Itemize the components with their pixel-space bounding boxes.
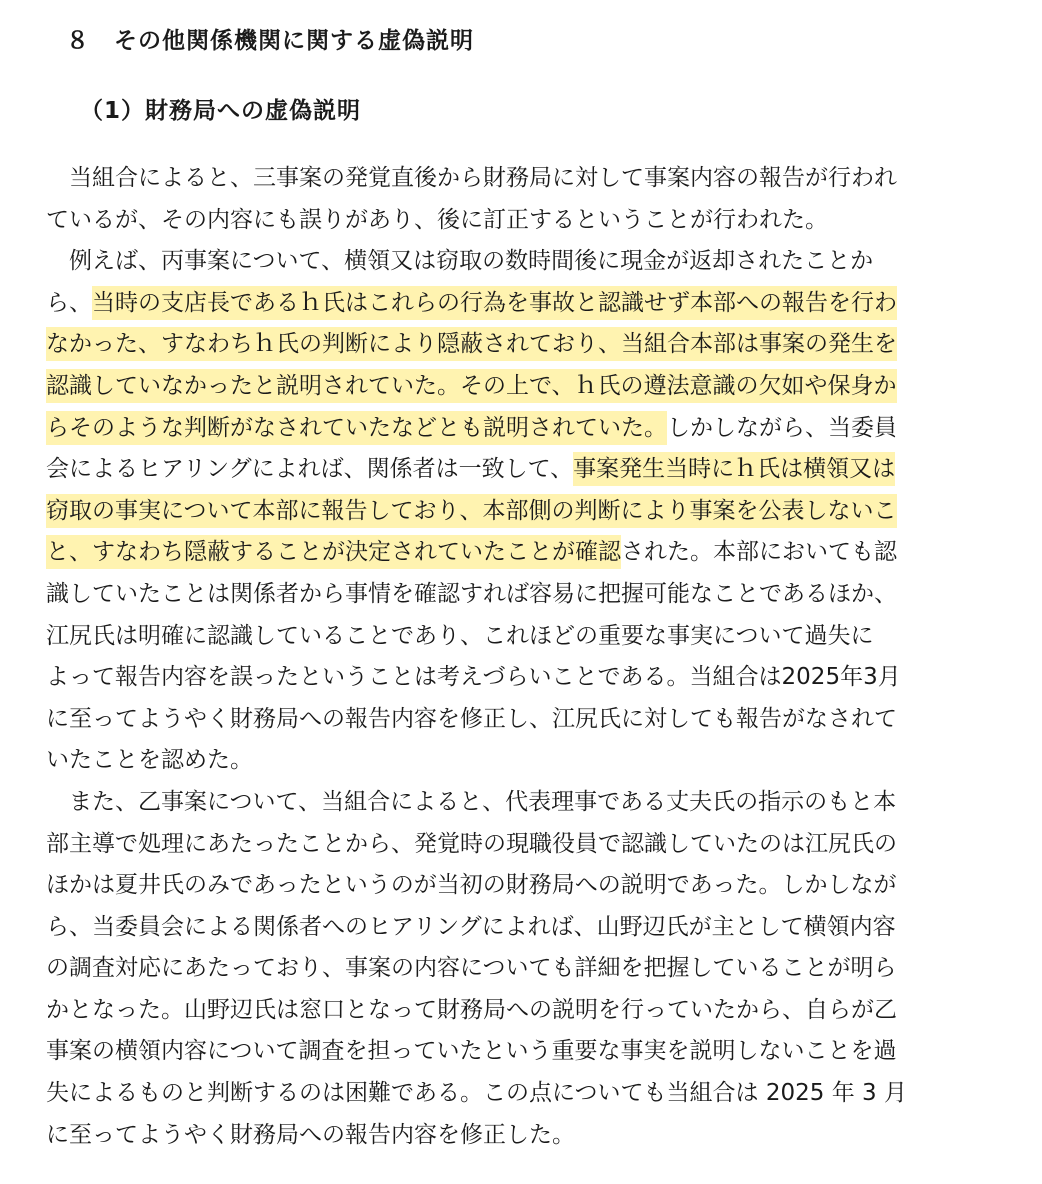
text-segment: しかしながら、当委員	[667, 414, 897, 441]
text-segment: 部主導で処理にあたったことから、発覚時の現職役員で認識していたのは江尻氏の	[46, 830, 897, 857]
text-segment: 会によるヒアリングによれば、関係者は一致して、	[46, 456, 574, 483]
text-line	[46, 491, 986, 533]
text-line	[46, 948, 986, 990]
text-line	[46, 990, 986, 1032]
text-line	[46, 1115, 986, 1157]
text-line	[46, 366, 986, 408]
text-segment: 識していたことは関係者から事情を確認すれば容易に把握可能なことであるほか、	[46, 580, 897, 607]
text-line	[46, 283, 986, 325]
text-line	[46, 865, 986, 907]
highlighted-text: 窃取の事実について本部に報告しており、本部側の判断により事案を公表しないこ	[46, 497, 897, 524]
text-segment: に至ってようやく財務局への報告内容を修正し、江尻氏に対しても報告がなされて	[46, 705, 897, 732]
text-segment: いたことを認めた。	[46, 747, 253, 774]
text-line	[46, 532, 986, 574]
text-line	[46, 616, 986, 658]
text-line	[46, 574, 986, 616]
highlighted-text: と、すなわち隠蔽することが決定されていたことが確認	[46, 539, 621, 566]
subsection-heading: （1）財務局への虚偽説明	[80, 98, 362, 124]
text-line	[46, 824, 986, 866]
text-segment: 事案の横領内容について調査を担っていたという重要な事実を説明しないことを過	[46, 1038, 897, 1065]
text-segment: の調査対応にあたっており、事案の内容についても詳細を把握していることが明ら	[46, 955, 897, 982]
text-line	[46, 907, 986, 949]
text-line	[46, 657, 986, 699]
text-line	[46, 740, 986, 782]
text-segment: ら、	[46, 289, 92, 316]
section-heading: ８ その他関係機関に関する虚偽説明	[66, 28, 474, 54]
text-segment: ほかは夏井氏のみであったというのが当初の財務局への説明であった。しかしなが	[46, 872, 897, 899]
text-segment: 当組合によると、三事案の発覚直後から財務局に対して事案内容の報告が行われ	[46, 165, 897, 191]
text-line	[46, 324, 986, 366]
text-segment: 例えば、丙事案について、横領又は窃取の数時間後に現金が返却されたことか	[46, 248, 874, 275]
highlighted-text: 事案発生当時にｈ氏は横領又は	[573, 456, 896, 483]
text-segment: 失によるものと判断するのは困難である。この点についても当組合は 2025 年 3 月	[46, 1080, 907, 1107]
text-segment: ているが、その内容にも誤りがあり、後に訂正するということが行われた。	[46, 206, 828, 233]
text-line	[46, 241, 986, 283]
text-segment: かとなった。山野辺氏は窓口となって財務局への説明を行っていたから、自らが乙	[46, 996, 897, 1023]
text-segment: された。本部においても認	[621, 539, 897, 566]
text-line	[46, 782, 986, 824]
highlighted-text: らそのような判断がなされていたなどとも説明されていた。	[46, 414, 667, 441]
text-line	[46, 408, 986, 450]
highlighted-text: なかった、すなわちｈ氏の判断により隠蔽されており、当組合本部は事案の発生を	[46, 331, 897, 358]
text-line	[46, 699, 986, 741]
text-line	[46, 158, 986, 200]
text-segment: に至ってようやく財務局への報告内容を修正した。	[46, 1121, 575, 1148]
text-segment: また、乙事案について、当組合によると、代表理事である丈夫氏の指示のもと本	[46, 788, 897, 815]
highlighted-text: 当時の支店長であるｈ氏はこれらの行為を事故と認識せず本部への報告を行わ	[92, 289, 897, 316]
text-line	[46, 1073, 986, 1115]
text-segment: よって報告内容を誤ったということは考えづらいことである。当組合は2025年3月	[46, 664, 901, 691]
text-segment: 江尻氏は明確に認識していることであり、これほどの重要な事実について過失に	[46, 622, 874, 649]
text-segment: ら、当委員会による関係者へのヒアリングによれば、山野辺氏が主として横領内容	[46, 913, 896, 940]
text-line	[46, 200, 986, 242]
text-line	[46, 449, 986, 491]
highlighted-text: 認識していなかったと説明されていた。その上で、ｈ氏の遵法意識の欠如や保身か	[46, 372, 897, 399]
body-text	[46, 158, 986, 1156]
text-line	[46, 1031, 986, 1073]
